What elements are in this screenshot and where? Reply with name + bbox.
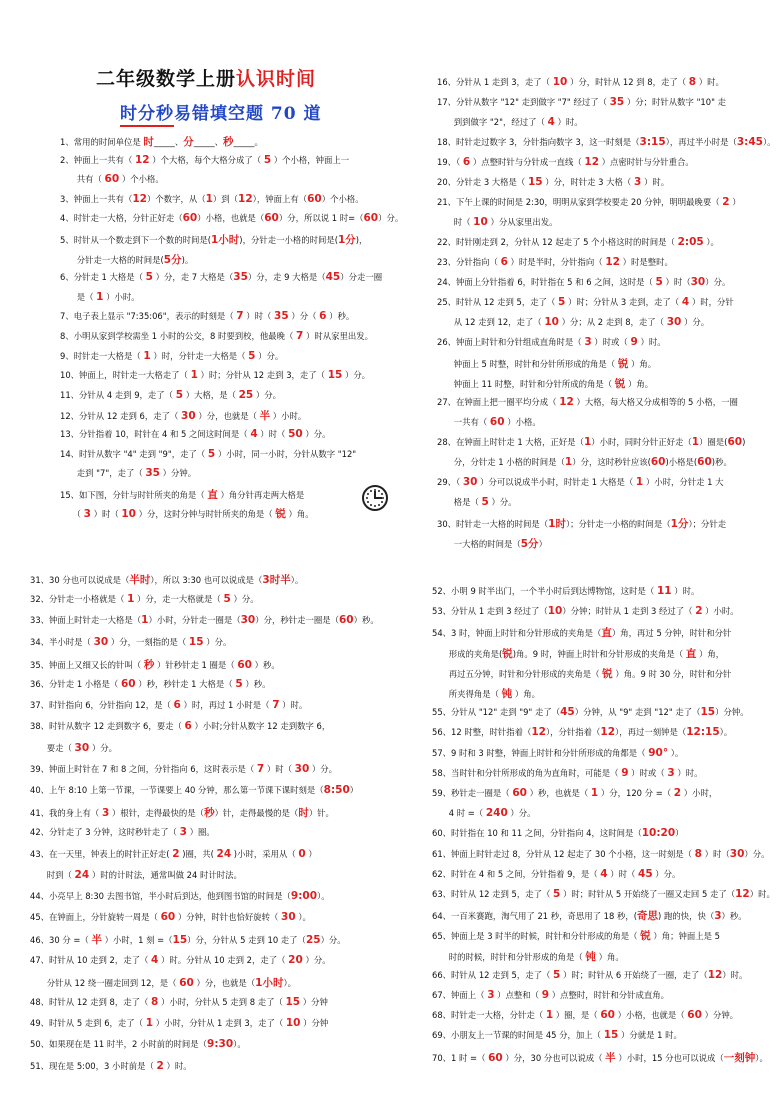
answer-text: 0 bbox=[298, 847, 306, 860]
answer-text: 2 bbox=[172, 847, 180, 860]
answer-text: 6 bbox=[462, 156, 471, 168]
question-line: 66、时针从 12 走到 5，走了（ 5 ）时；时针从 6 开始绕了一圈，走了（12）时。 bbox=[432, 968, 748, 981]
answer-text: 3 bbox=[633, 176, 642, 188]
answer-text: 15 bbox=[700, 706, 716, 719]
answer-text: 60 bbox=[120, 678, 136, 690]
question-line: 4 时 =（ 240 ）分。 bbox=[432, 807, 536, 820]
answer-text: 1 bbox=[96, 290, 104, 303]
clock-tick bbox=[370, 504, 372, 506]
question-line: 23、分针指向（ 6 ）时是半时，分针指向（ 12 ）时是整时。 bbox=[437, 256, 673, 268]
answer-text: 30 bbox=[666, 316, 682, 328]
question-line: 67、钟面上（ 3 ）点整和（ 9 ）点整时，时针和分针成直角。 bbox=[432, 989, 669, 1001]
answer-text: 10 bbox=[473, 216, 488, 228]
answer-text: 30 bbox=[74, 741, 90, 754]
question-line: 33、钟面上时针走一大格是（1）小时，分针走一圈是（30）分，秒针走一圈是（60）秒。 bbox=[30, 614, 379, 627]
answer-text: 2:05 bbox=[677, 236, 704, 248]
answer-text: 3 bbox=[667, 766, 675, 779]
answer-text: 3 bbox=[584, 336, 592, 348]
question-line: 22、时针刚走到 2，分针从 12 起走了 5 个小格这时的时间是（ 2:05 ）。 bbox=[437, 236, 719, 248]
question-line: 分针走一大格的时间是(5分)。 bbox=[60, 253, 194, 266]
question-line: 钟面上 5 时整，时针和分针所形成的角是（ 锐 ）角。 bbox=[437, 358, 657, 370]
question-line: 2、钟面上一共有（ 12 ）个大格，每个大格分成了（ 5 ）个小格，钟面上一 bbox=[60, 153, 350, 166]
question-line: 7、电子表上显示 "7:35:06"，表示的时刻是（ 7 ）时（ 35 ）分（ 6 ）秒。 bbox=[60, 310, 355, 323]
question-line: 再过五分钟，时针和分针形成的夹角是（ 锐 ）角。9 时 30 分，时针和分针 bbox=[432, 667, 732, 680]
answer-text: 1小时 bbox=[255, 976, 284, 989]
page-title: 二年级数学上册认识时间 bbox=[96, 68, 317, 90]
question-line: 9、时针走一大格是（ 1 ）时，分针走一大格是（ 5 ）分。 bbox=[60, 349, 284, 362]
answer-text: 6 bbox=[500, 256, 508, 268]
question-line: 64、一百米赛跑，淘气用了 21 秒，奇思用了 18 秒，(奇思) 跑的快，快（3）秒。 bbox=[432, 910, 747, 923]
answer-text: 15 bbox=[285, 996, 301, 1008]
answer-text: 60 bbox=[697, 456, 712, 468]
answer-text: 1 bbox=[564, 456, 573, 468]
answer-text: 12 bbox=[707, 968, 723, 981]
answer-text: 5 bbox=[235, 678, 243, 690]
question-line: 13、分针指着 10，时针在 4 和 5 之间这时间是（ 4 ）时（ 50 ）分。 bbox=[60, 428, 331, 440]
answer-text: 15 bbox=[527, 176, 543, 188]
answer-text: 半时 bbox=[129, 574, 151, 586]
question-line: 从 12 走到 12，走了（ 10 ）分；从 2 走到 8，走了（ 30 ）分。 bbox=[437, 316, 710, 328]
answer-text: 12 bbox=[132, 192, 147, 205]
answer-text: 半 bbox=[605, 1051, 616, 1064]
answer-text: 1 bbox=[205, 192, 213, 205]
question-line: 60、时针指在 10 和 11 之间，分针指向 4，这时间是（10:20） bbox=[432, 827, 684, 840]
answer-text: 1 bbox=[583, 436, 592, 448]
question-line: 39、钟面上时针在 7 和 8 之间，分针指向 6，这时表示是（ 7 ）时（ 30 ）分。 bbox=[30, 762, 338, 775]
answer-text: 10 bbox=[547, 605, 563, 618]
answer-text: 1 bbox=[141, 614, 149, 627]
answer-text: 3 bbox=[487, 989, 495, 1001]
answer-text: 12 bbox=[531, 726, 546, 739]
answer-text: 钝 bbox=[585, 950, 596, 963]
answer-text: 35 bbox=[609, 96, 625, 108]
answer-text: 1分 bbox=[670, 518, 689, 530]
question-line: 5、时针从一个数走到下一个数的时间是(1小时)，分针走一小格的时间是(1分)， bbox=[60, 234, 368, 246]
question-line: 38、时针从数字 12 走到数字 6，要走（ 6 ）小时;分针从数字 12 走到数字 6， bbox=[30, 720, 331, 733]
answer-text: 4 bbox=[250, 428, 258, 440]
answer-text: 1分 bbox=[337, 234, 356, 246]
question-line: 70、1 时 =（ 60 ）分，30 分也可以说成（ 半 ）小时，15 分也可以说成（一刻钟）。 bbox=[432, 1051, 768, 1064]
answer-text: 3 bbox=[714, 910, 722, 923]
answer-text: 直 bbox=[601, 627, 612, 640]
answer-text: 10 bbox=[552, 76, 568, 88]
question-line: 69、小朋友上一节课的时间是 45 分，加上（ 15 ）分就是 1 时。 bbox=[432, 1029, 682, 1042]
answer-text: 2 bbox=[695, 605, 703, 618]
answer-text: 1 bbox=[190, 369, 198, 382]
question-line: 11、分针从 4 走到 9，走了（ 5 ）大格，是（ 25 ）分。 bbox=[60, 388, 282, 401]
clock-tick bbox=[374, 489, 376, 491]
answer-text: 15 bbox=[188, 635, 204, 648]
clock-tick bbox=[367, 501, 369, 503]
question-line: 19、（ 6 ）点整时针与分针成一直线（ 12 ）点密时针与分针重合。 bbox=[437, 156, 694, 168]
question-line: 40、上午 8:10 上第一节课，一节课要上 40 分钟，那么第一节课下课时刻是（8:50） bbox=[30, 784, 359, 796]
question-line: 4、时针走一大格，分针正好走（60）小格，也就是（60）分，所以说 1 时=（60）分。 bbox=[60, 212, 404, 225]
answer-text: 60 bbox=[363, 212, 379, 225]
question-line: 58、当时针和分针所形成的角为直角时，可能是（ 9 ）时或（ 3 ）时。 bbox=[432, 766, 703, 779]
answer-text: 60 bbox=[512, 787, 527, 799]
answer-text: 3 bbox=[179, 826, 187, 839]
answer-text: 3:15 bbox=[639, 136, 666, 148]
answer-text: 1 bbox=[127, 593, 135, 606]
answer-text: 2 bbox=[722, 196, 730, 208]
answer-text: 一刻钟 bbox=[723, 1051, 756, 1064]
question-line: 28、在钟面上时针走 1 大格，正好是（1）小时，同时分针正好走（1）圈是(60) bbox=[437, 436, 746, 448]
question-line: 是（ 1 ）小时。 bbox=[60, 290, 140, 303]
answer-text: 10 bbox=[121, 508, 136, 521]
answer-text: 3 bbox=[101, 807, 110, 820]
question-line: 57、9 时和 3 时整，钟面上时针和分针所形成的角都是（ 90° ）。 bbox=[432, 746, 684, 759]
answer-text: 5 bbox=[223, 593, 231, 606]
question-line: 一共有（ 60 ）小格。 bbox=[437, 416, 541, 428]
answer-text: 11 bbox=[656, 585, 672, 597]
answer-text: 5 bbox=[207, 447, 216, 460]
answer-text: 60 bbox=[237, 658, 252, 671]
answer-text: 60 bbox=[727, 436, 743, 448]
question-line: 时到（ 24 ）时的计时法，通常叫做 24 时计时法。 bbox=[30, 868, 242, 881]
clock-tick bbox=[374, 505, 376, 507]
answer-text: 9:30 bbox=[207, 1038, 234, 1051]
answer-text: 60 bbox=[488, 1051, 503, 1064]
answer-text: 5 bbox=[558, 296, 566, 308]
question-line: 48、时针从 12 走到 8，走了（ 8 ）小时，分针从 5 走到 8 走了（ 15 ）分钟 bbox=[30, 996, 328, 1008]
answer-text: 1 bbox=[143, 349, 151, 362]
clock-tick bbox=[382, 497, 384, 499]
answer-text: 9:00 bbox=[290, 890, 318, 902]
question-line: 8、小明从家到学校需坐 1 小时的公交，8 时要到校，他最晚（ 7 ）时从家里出发。 bbox=[60, 330, 373, 342]
question-line: 34、半小时是（ 30 ）分，一刻指的是（ 15 ）分。 bbox=[30, 635, 232, 648]
answer-text: 5 bbox=[175, 388, 184, 401]
answer-text: 4 bbox=[151, 953, 159, 966]
answer-text: 秒 bbox=[143, 658, 155, 671]
answer-text: 9 bbox=[621, 766, 629, 779]
answer-text: 15 bbox=[603, 1029, 619, 1042]
answer-text: 分 bbox=[183, 136, 194, 148]
answer-text: 7 bbox=[256, 762, 265, 775]
answer-text: 锐 bbox=[617, 358, 629, 370]
question-line: 37、时针指向 6，分针指向 12，是（ 6 ）时，再过 1 小时是（ 7 ）时。 bbox=[30, 699, 308, 712]
question-line: 20、分针走 3 大格是（ 15 ）分，时针走 3 大格（ 3 ）时。 bbox=[437, 176, 670, 188]
answer-text: 45 bbox=[325, 271, 341, 284]
answer-text: 4 bbox=[600, 867, 608, 880]
question-line: 62、时针在 4 和 5 之间，分针指着 9，是（ 4 ）时（ 45 ）分。 bbox=[432, 867, 681, 880]
answer-text: 60 bbox=[687, 1009, 702, 1022]
clock-tick bbox=[366, 497, 368, 499]
answer-text: 5 bbox=[553, 968, 561, 981]
answer-text: 12 bbox=[135, 153, 150, 166]
question-line: 14、时针从数字 "4" 走到 "9"，走了（ 5 ）小时，同一小时，分针从数字 "12" bbox=[60, 447, 357, 460]
answer-text: 钝 bbox=[501, 688, 513, 700]
answer-text: 1 bbox=[691, 436, 700, 448]
question-line: 44、小亮早上 8:30 去图书馆，半小时后到达，他到图书馆的时间是（9:00）。 bbox=[30, 890, 330, 902]
answer-text: 12 bbox=[600, 726, 616, 739]
answer-text: 12 bbox=[559, 396, 574, 408]
question-line: 10、钟面上，时针走一大格走了（ 1 ）时；分针从 12 走到 3，走了（ 15 ）分。 bbox=[60, 369, 371, 382]
answer-text: 时 bbox=[298, 807, 309, 820]
question-line: 格是（ 5 ）分。 bbox=[437, 496, 517, 508]
answer-text: 45 bbox=[560, 706, 575, 719]
question-line: 43、在一天里，钟表上的时针正好走( 2 )圈，共( 24 )小时，采用从（ 0 ） bbox=[30, 847, 317, 860]
answer-text: 35 bbox=[233, 271, 248, 284]
answer-text: 4 bbox=[547, 116, 555, 128]
answer-text: 5 bbox=[263, 153, 272, 166]
answer-text: 60 bbox=[104, 173, 120, 186]
answer-text: 35 bbox=[274, 310, 289, 323]
answer-text: 90° bbox=[648, 746, 669, 759]
answer-text: 5 bbox=[248, 349, 256, 362]
answer-text: 60 bbox=[600, 1009, 615, 1022]
answer-text: 1时 bbox=[548, 518, 566, 530]
answer-text: 3时半 bbox=[262, 574, 291, 586]
question-line: 54、3 时，钟面上时针和分针形成的夹角是（直）角，再过 5 分钟，时针和分针 bbox=[432, 627, 732, 640]
answer-text: 1 bbox=[635, 476, 644, 488]
answer-text: 45 bbox=[638, 867, 653, 880]
answer-text: 5 bbox=[481, 496, 489, 508]
question-line: 27、在钟面上把一圈平均分成（ 12 ）大格，每大格又分成相等的 5 小格，一圈 bbox=[437, 396, 738, 408]
question-line: 要走（ 30 ）分。 bbox=[30, 741, 117, 754]
answer-text: 5分 bbox=[163, 253, 182, 266]
question-line: 59、秒针走一圈是（ 60 ）秒，也就是（ 1 ）分，120 分 =（ 2 ）小时， bbox=[432, 787, 718, 799]
answer-text: 10:20 bbox=[641, 827, 676, 840]
answer-text: 6 bbox=[184, 720, 192, 733]
answer-text: 直 bbox=[207, 488, 218, 501]
answer-text: 12 bbox=[584, 156, 600, 168]
answer-text: 10 bbox=[544, 316, 559, 328]
question-line: 到到做字 "2"，经过了（ 4 ）时。 bbox=[437, 116, 583, 128]
answer-text: 8 bbox=[694, 847, 702, 860]
answer-text: 15 bbox=[327, 369, 343, 382]
answer-text: 7 bbox=[236, 310, 244, 323]
question-line: 12、分针从 12 走到 6，走了（ 30 ）分，也就是（ 半 ）小时。 bbox=[60, 410, 307, 423]
question-line: 53、分针从 1 走到 3 经过了（10）分钟；时针从 1 走到 3 经过了（ 2 ）小时。 bbox=[432, 605, 739, 618]
question-line: 25、时针从 12 走到 5，走了（ 5 ）时；分针从 3 走到，走了（ 4 ）时，分针 bbox=[437, 296, 734, 308]
clock-tick bbox=[367, 493, 369, 495]
question-line: 42、分针走了 3 分钟，这时秒针走了（ 3 ）圈。 bbox=[30, 826, 215, 839]
answer-text: 8 bbox=[688, 76, 697, 88]
answer-text: 4 bbox=[681, 296, 690, 308]
answer-text: 5 bbox=[553, 888, 561, 900]
clock-tick bbox=[378, 504, 380, 506]
answer-text: 1小时 bbox=[210, 234, 240, 246]
question-line: 36、分针走 1 小格是（ 60 ）秒，秒针走 1 大格是（ 5 ）秒。 bbox=[30, 678, 271, 690]
answer-text: 12 bbox=[238, 192, 253, 205]
answer-text: 锐 bbox=[614, 378, 626, 390]
question-line: 32、分针走一小格就是（ 1 ）分，走一大格就是（ 5 ）分。 bbox=[30, 593, 259, 606]
answer-text: 30 bbox=[729, 847, 745, 860]
answer-text: 7 bbox=[272, 699, 280, 712]
answer-text: 5分 bbox=[520, 538, 539, 550]
answer-text: 15 bbox=[172, 934, 188, 947]
answer-text: 5 bbox=[655, 276, 663, 288]
question-line: 1、常用的时间单位是 时_____、分_____、秒_____。 bbox=[60, 136, 263, 148]
answer-text: 1 bbox=[545, 1009, 554, 1022]
answer-text: 8 bbox=[151, 996, 159, 1008]
answer-text: 50 bbox=[288, 428, 303, 440]
question-line: 一大格的时间是（5分） bbox=[437, 538, 547, 550]
answer-text: 3:45 bbox=[736, 136, 763, 148]
question-line: 分，分针走 1 小格的时间是（1）分，这时秒针应该(60)小格是(60)秒。 bbox=[437, 456, 732, 468]
question-line: 46、30 分 =（ 半 ）小时，1 刻 =（15）分，分针从 5 走到 10 走了（25）分。 bbox=[30, 934, 346, 947]
answer-text: 秒 bbox=[204, 807, 215, 820]
answer-text: 7 bbox=[296, 330, 304, 342]
answer-text: 半 bbox=[259, 410, 271, 423]
answer-text: 30 bbox=[240, 614, 256, 627]
question-line: 21、下午上课的时间是 2:30，明明从家到学校要走 20 分钟，明明最晚要（ 2 ） bbox=[437, 196, 741, 208]
question-line: 时（ 10 ）分从家里出发。 bbox=[437, 216, 558, 228]
clock-tick bbox=[378, 490, 380, 492]
answer-text: 30 bbox=[93, 635, 109, 648]
question-line: 45、在钟面上，分针旋转一周是（ 60 ）分钟，时针也恰好旋转（ 30 ）。 bbox=[30, 911, 311, 924]
answer-text: 12 bbox=[735, 888, 750, 900]
clock-tick bbox=[381, 493, 383, 495]
question-line: 41、我的身上有（ 3 ）根针，走得最快的是（秒）针，走得最慢的是（时）针。 bbox=[30, 807, 334, 820]
question-line: 63、时针从 12 走到 5，走了（ 5 ）时；时针从 5 开始绕了一圈又走回 5 走了（12）时。 bbox=[432, 888, 775, 900]
answer-text: 60 bbox=[182, 212, 198, 225]
question-line: 61、钟面上时针走过 8，分针从 12 起走了 30 个小格，这一时刻是（ 8 ）时（30）分。 bbox=[432, 847, 770, 860]
clock-tick bbox=[370, 490, 372, 492]
answer-text: 9 bbox=[541, 989, 550, 1001]
question-line: （ 3 ）时（ 10 ）分，这时分钟与时针所夹的角是（ 锐 ）角。 bbox=[60, 508, 314, 521]
answer-text: 9 bbox=[630, 336, 638, 348]
clock-tick bbox=[381, 501, 383, 503]
question-line: 30、时针走一大格的时间是（1时）；分针走一小格的时间是（1分）；分针走 bbox=[437, 518, 727, 530]
question-line: 时的时候，时针和分针形成的角是（ 钝 ）角。 bbox=[432, 950, 624, 963]
clock-icon bbox=[362, 485, 388, 511]
answer-text: 6 bbox=[173, 699, 181, 712]
answer-text: 20 bbox=[288, 953, 303, 966]
question-line: 31、30 分也可以说成是（半时），所以 3:30 也可以说成是（3时半）。 bbox=[30, 574, 304, 586]
answer-text: 奇思 bbox=[637, 910, 659, 923]
answer-text: 秒 bbox=[223, 136, 234, 148]
answer-text: 35 bbox=[145, 467, 160, 480]
answer-text: 30 bbox=[690, 276, 706, 288]
answer-text: 5 bbox=[145, 271, 153, 284]
answer-text: 2 bbox=[673, 787, 682, 799]
answer-text: 60 bbox=[264, 212, 279, 225]
question-line: 29、（ 30 ）分可以说成半小时，时针走 1 大格是（ 1 ）小时，分针走 1 大 bbox=[437, 476, 724, 488]
answer-text: 3 bbox=[83, 508, 91, 521]
answer-text: 6 bbox=[319, 310, 327, 323]
answer-text: 25 bbox=[238, 388, 254, 401]
question-line: 3、钟面上一共有（12）个数字，从（1）到（12），钟面上有（60）个小格。 bbox=[60, 192, 364, 205]
answer-text: 1 bbox=[590, 787, 599, 799]
question-line: 52、小明 9 时半出门，一个半小时后到达博物馆，这时是（ 11 ）时。 bbox=[432, 585, 700, 597]
answer-text: 60 bbox=[160, 911, 176, 924]
answer-text: 8:50 bbox=[323, 784, 350, 796]
question-line: 15、如下图，分针与时针所夹的角是（ 直 ）角分针再走两大格是 bbox=[60, 488, 305, 501]
question-line: 18、时针走过数字 3，分针指向数字 3，这一时刻是（3:15），再过半小时是（3:45）。 bbox=[437, 136, 776, 148]
question-line: 49、时针从 5 走到 6，走了（ 1 ）小时，分针从 1 走到 3，走了（ 10 ）分钟 bbox=[30, 1017, 329, 1030]
question-line: 形成的夹角是(锐)角。9 时，钟面上时针和分针形成的夹角是（ 直 ）角， bbox=[432, 647, 725, 660]
question-line: 6、分针走 1 大格是（ 5 ）分，走 7 大格是（35）分，走 9 大格是（45）分走一圈 bbox=[60, 271, 383, 284]
answer-text: 1 bbox=[145, 1017, 154, 1030]
question-line: 47、时针从 10 走到 2，走了（ 4 ）时。分针从 10 走到 2，走了（ 20 ）分。 bbox=[30, 953, 331, 966]
answer-text: 12 bbox=[605, 256, 620, 268]
answer-text: 锐 bbox=[275, 508, 286, 521]
answer-text: 30 bbox=[294, 762, 310, 775]
question-line: 走到 "7"，走了（ 35 ）分钟。 bbox=[60, 467, 197, 480]
question-line: 17、分针从数字 "12" 走到做字 "7" 经过了（ 35 ）分；时针从数字 "10" 走 bbox=[437, 96, 726, 108]
question-line: 35、钟面上又细又长的针叫（ 秒 ）针秒针走 1 圈是（ 60 ）秒。 bbox=[30, 658, 280, 671]
question-line: 56、12 时整，时针指着（12），分针指着（12），再过一刻钟是（12:15）。 bbox=[432, 726, 733, 739]
question-line: 51、现在是 5:00，3 小时前是（ 2 ）时。 bbox=[30, 1059, 192, 1072]
question-line: 68、时针走一大格，分针走（ 1 ）圈，是（ 60 ）小格，也就是（ 60 ）分钟。 bbox=[432, 1009, 739, 1022]
answer-text: 240 bbox=[485, 807, 508, 820]
answer-text: 2 bbox=[156, 1059, 164, 1072]
answer-text: 60 bbox=[307, 192, 322, 205]
answer-text: 10 bbox=[285, 1017, 301, 1030]
question-line: 26、钟面上时针和分针组成直角时是（ 3 ）时或（ 9 ）时。 bbox=[437, 336, 666, 348]
answer-text: 24 bbox=[74, 868, 90, 881]
answer-text: 锐 bbox=[602, 667, 613, 680]
answer-text: 60 bbox=[179, 976, 194, 989]
page-subtitle: 时分秒易错填空题 70 道 bbox=[120, 99, 322, 124]
answer-text: 直 bbox=[685, 647, 697, 660]
answer-text: 30 bbox=[281, 911, 296, 924]
question-line: 钟面上 11 时整，时针和分针所成的角是（ 锐 ）角。 bbox=[437, 378, 654, 390]
question-line: 16、分针从 1 走到 3，走了（ 10 ）分，时针从 12 到 8，走了（ 8 ）时。 bbox=[437, 76, 724, 88]
answer-text: 24 bbox=[216, 847, 232, 860]
question-line: 24、钟面上分针指着 6，时针指在 5 和 6 之间，这时是（ 5 ）时（30）分。 bbox=[437, 276, 731, 288]
answer-text: 12:15 bbox=[686, 726, 720, 739]
question-line: 65、钟面上是 3 时半的时候，时针和分针形成的角是（ 锐 ）角；钟面上是 5 bbox=[432, 930, 721, 943]
answer-text: 30 bbox=[181, 410, 196, 423]
answer-text: 60 bbox=[489, 416, 505, 428]
question-line: 50、如果现在是 11 时半，2 小时前的时间是（9:30）。 bbox=[30, 1038, 246, 1051]
answer-text: 锐 bbox=[502, 647, 513, 660]
question-line: 55、分针从 "12" 走到 "9" 走了（45）分钟，从 "9" 走到 "12" 走了（15）分钟。 bbox=[432, 706, 749, 719]
answer-text: 锐 bbox=[640, 930, 651, 943]
question-line: 分针从 12 绕一圈走回到 12，是（ 60 ）分，也就是（1小时）。 bbox=[30, 976, 297, 989]
answer-text: 时 bbox=[143, 136, 154, 148]
answer-text: 30 bbox=[462, 476, 478, 488]
answer-text: 60 bbox=[650, 456, 666, 468]
answer-text: 25 bbox=[305, 934, 321, 947]
answer-text: 半 bbox=[91, 934, 102, 947]
answer-text: 60 bbox=[338, 614, 354, 627]
question-line: 共有（ 60 ）个小格。 bbox=[60, 173, 164, 186]
question-line: 所夹得角是（ 钝 ）角。 bbox=[432, 688, 540, 700]
